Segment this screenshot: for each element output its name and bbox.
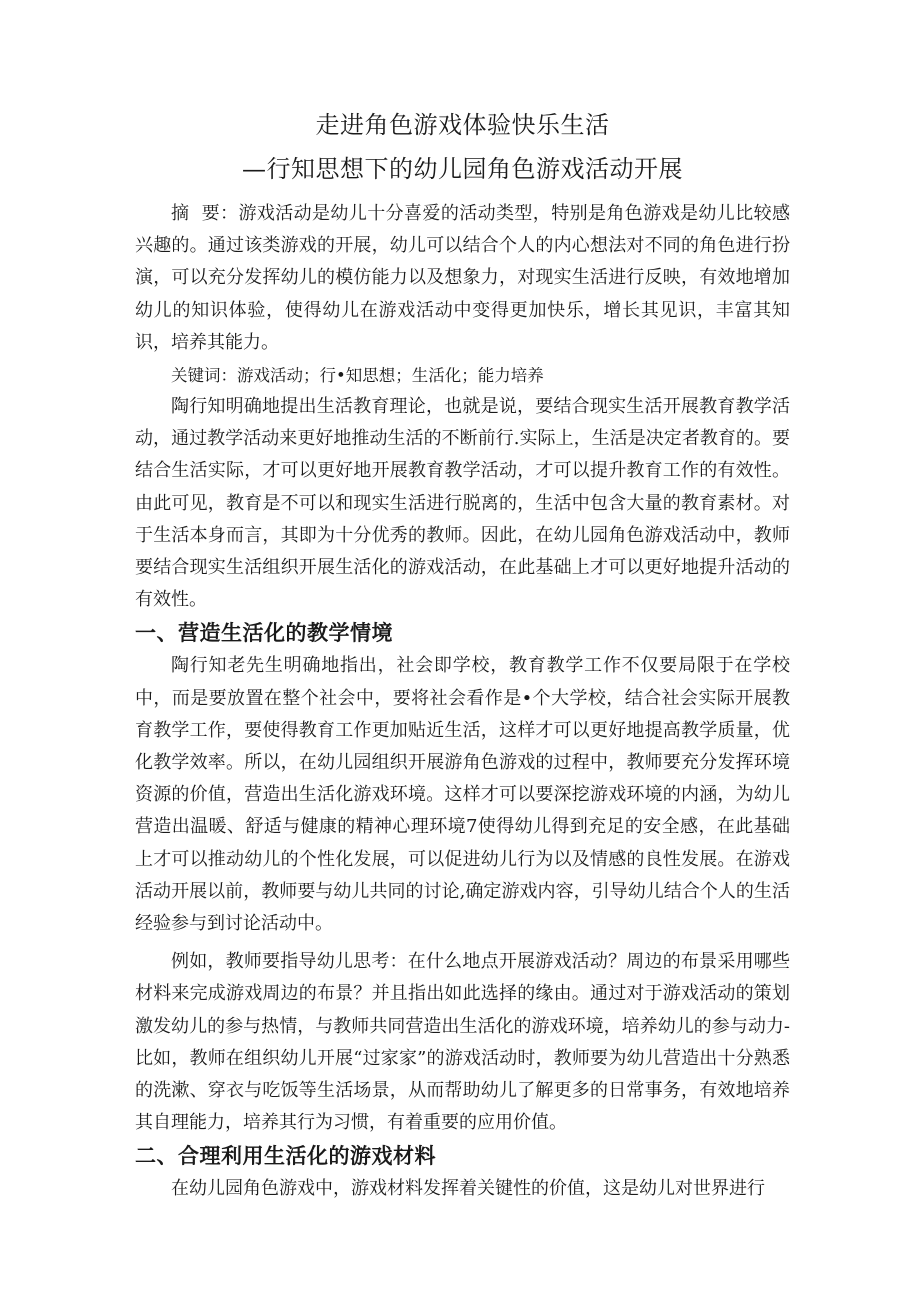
keywords-line <box>135 361 790 391</box>
section-1-paragraph-1: 陶行知老先生明确地指出，社会即学校，教育教学工作不仅要局限于在学校中，而是要放置在整个社会中，要将社会看作是•个大学校，结合社会实际开展教育教学工作，要使得教育工作更加贴近生活，这样才可以更好地提高教学质量，优化教学效率。所以，在幼儿园组织开展游角色游戏的过程中，教师要充分发挥环境资源的价值，营造出生活化游戏环境。这样才可以要深挖游戏环境的内涵，为幼儿营造出温暖、舒适与健康的精神心理环境7使得幼儿得到充足的安全感，在此基础上才可以推动幼儿的个性化发展，可以促进幼儿行为以及情感的良性发展。在游戏活动开展以前，教师要与幼儿共同的讨论,确定游戏内容，引导幼儿结合个人的生活经验参与到讨论活动中。 <box>135 655 790 935</box>
keywords-text: 游戏活动；行•知思想；生活化；能力培养 <box>237 366 544 386</box>
section-2-paragraph-1: 在幼儿园角色游戏中，游戏材料发挥着关键性的价值，这是幼儿对世界进行 <box>171 1178 765 1200</box>
document-page <box>135 100 790 1206</box>
abstract-label: 摘 要： <box>171 203 239 224</box>
keywords-label: 关键词： <box>171 366 237 386</box>
section-1-paragraph-2: 例如，教师要指导幼儿思考：在什么地点开展游戏活动？周边的布景采用哪些材料来完成游戏周边的布景？并且指出如此选择的缘由。通过对于游戏活动的策划激发幼儿的参与热情，与教师共同营造出生活化的游戏环境，培养幼儿的参与动力-比如，教师在组织幼儿开展“过家家”的游戏活动时，教师要为幼儿营造出十分熟悉的洗漱、穿衣与吃饭等生活场景，从而帮助幼儿了解更多的日常事务，有效地培养其自理能力，培养其行为习惯，有着重要的应用价值。 <box>135 951 790 1134</box>
intro-paragraph: 陶行知明确地提出生活教育理论，也就是说，要结合现实生活开展教育教学活动，通过教学活动来更好地推动生活的不断前行.实际上，生活是决定者教育的。要结合生活实际，才可以更好地开展教育教学活动，才可以提升教育工作的有效性。由此可见，教育是不可以和现实生活进行脱离的，生活中包含大量的教育素材。对于生活本身而言，其即为十分优秀的教师。因此，在幼儿园角色游戏活动中，教师要结合现实生活组织开展生活化的游戏活动，在此基础上才可以更好地提升活动的有效性。 <box>135 396 790 611</box>
document-subtitle: —行知思想下的幼儿园角色游戏活动开展 <box>242 155 683 183</box>
document-title: 走进角色游戏体验快乐生活 <box>315 111 610 139</box>
abstract-paragraph <box>135 198 790 359</box>
abstract-text: 游戏活动是幼儿十分喜爱的活动类型，特别是角色游戏是幼儿比较感兴趣的。通过该类游戏的开展，幼儿可以结合个人的内心想法对不同的角色进行扮演，可以充分发挥幼儿的模仿能力以及想象力，对现实生活进行反映，有效地增加幼儿的知识体验，使得幼儿在游戏活动中变得更加快乐，增长其见识，丰富其知识，培养其能力。 <box>135 203 790 353</box>
section-2-heading: 二、合理利用生活化的游戏材料 <box>135 1144 436 1169</box>
section-1-heading: 一、营造生活化的教学情境 <box>135 621 393 646</box>
